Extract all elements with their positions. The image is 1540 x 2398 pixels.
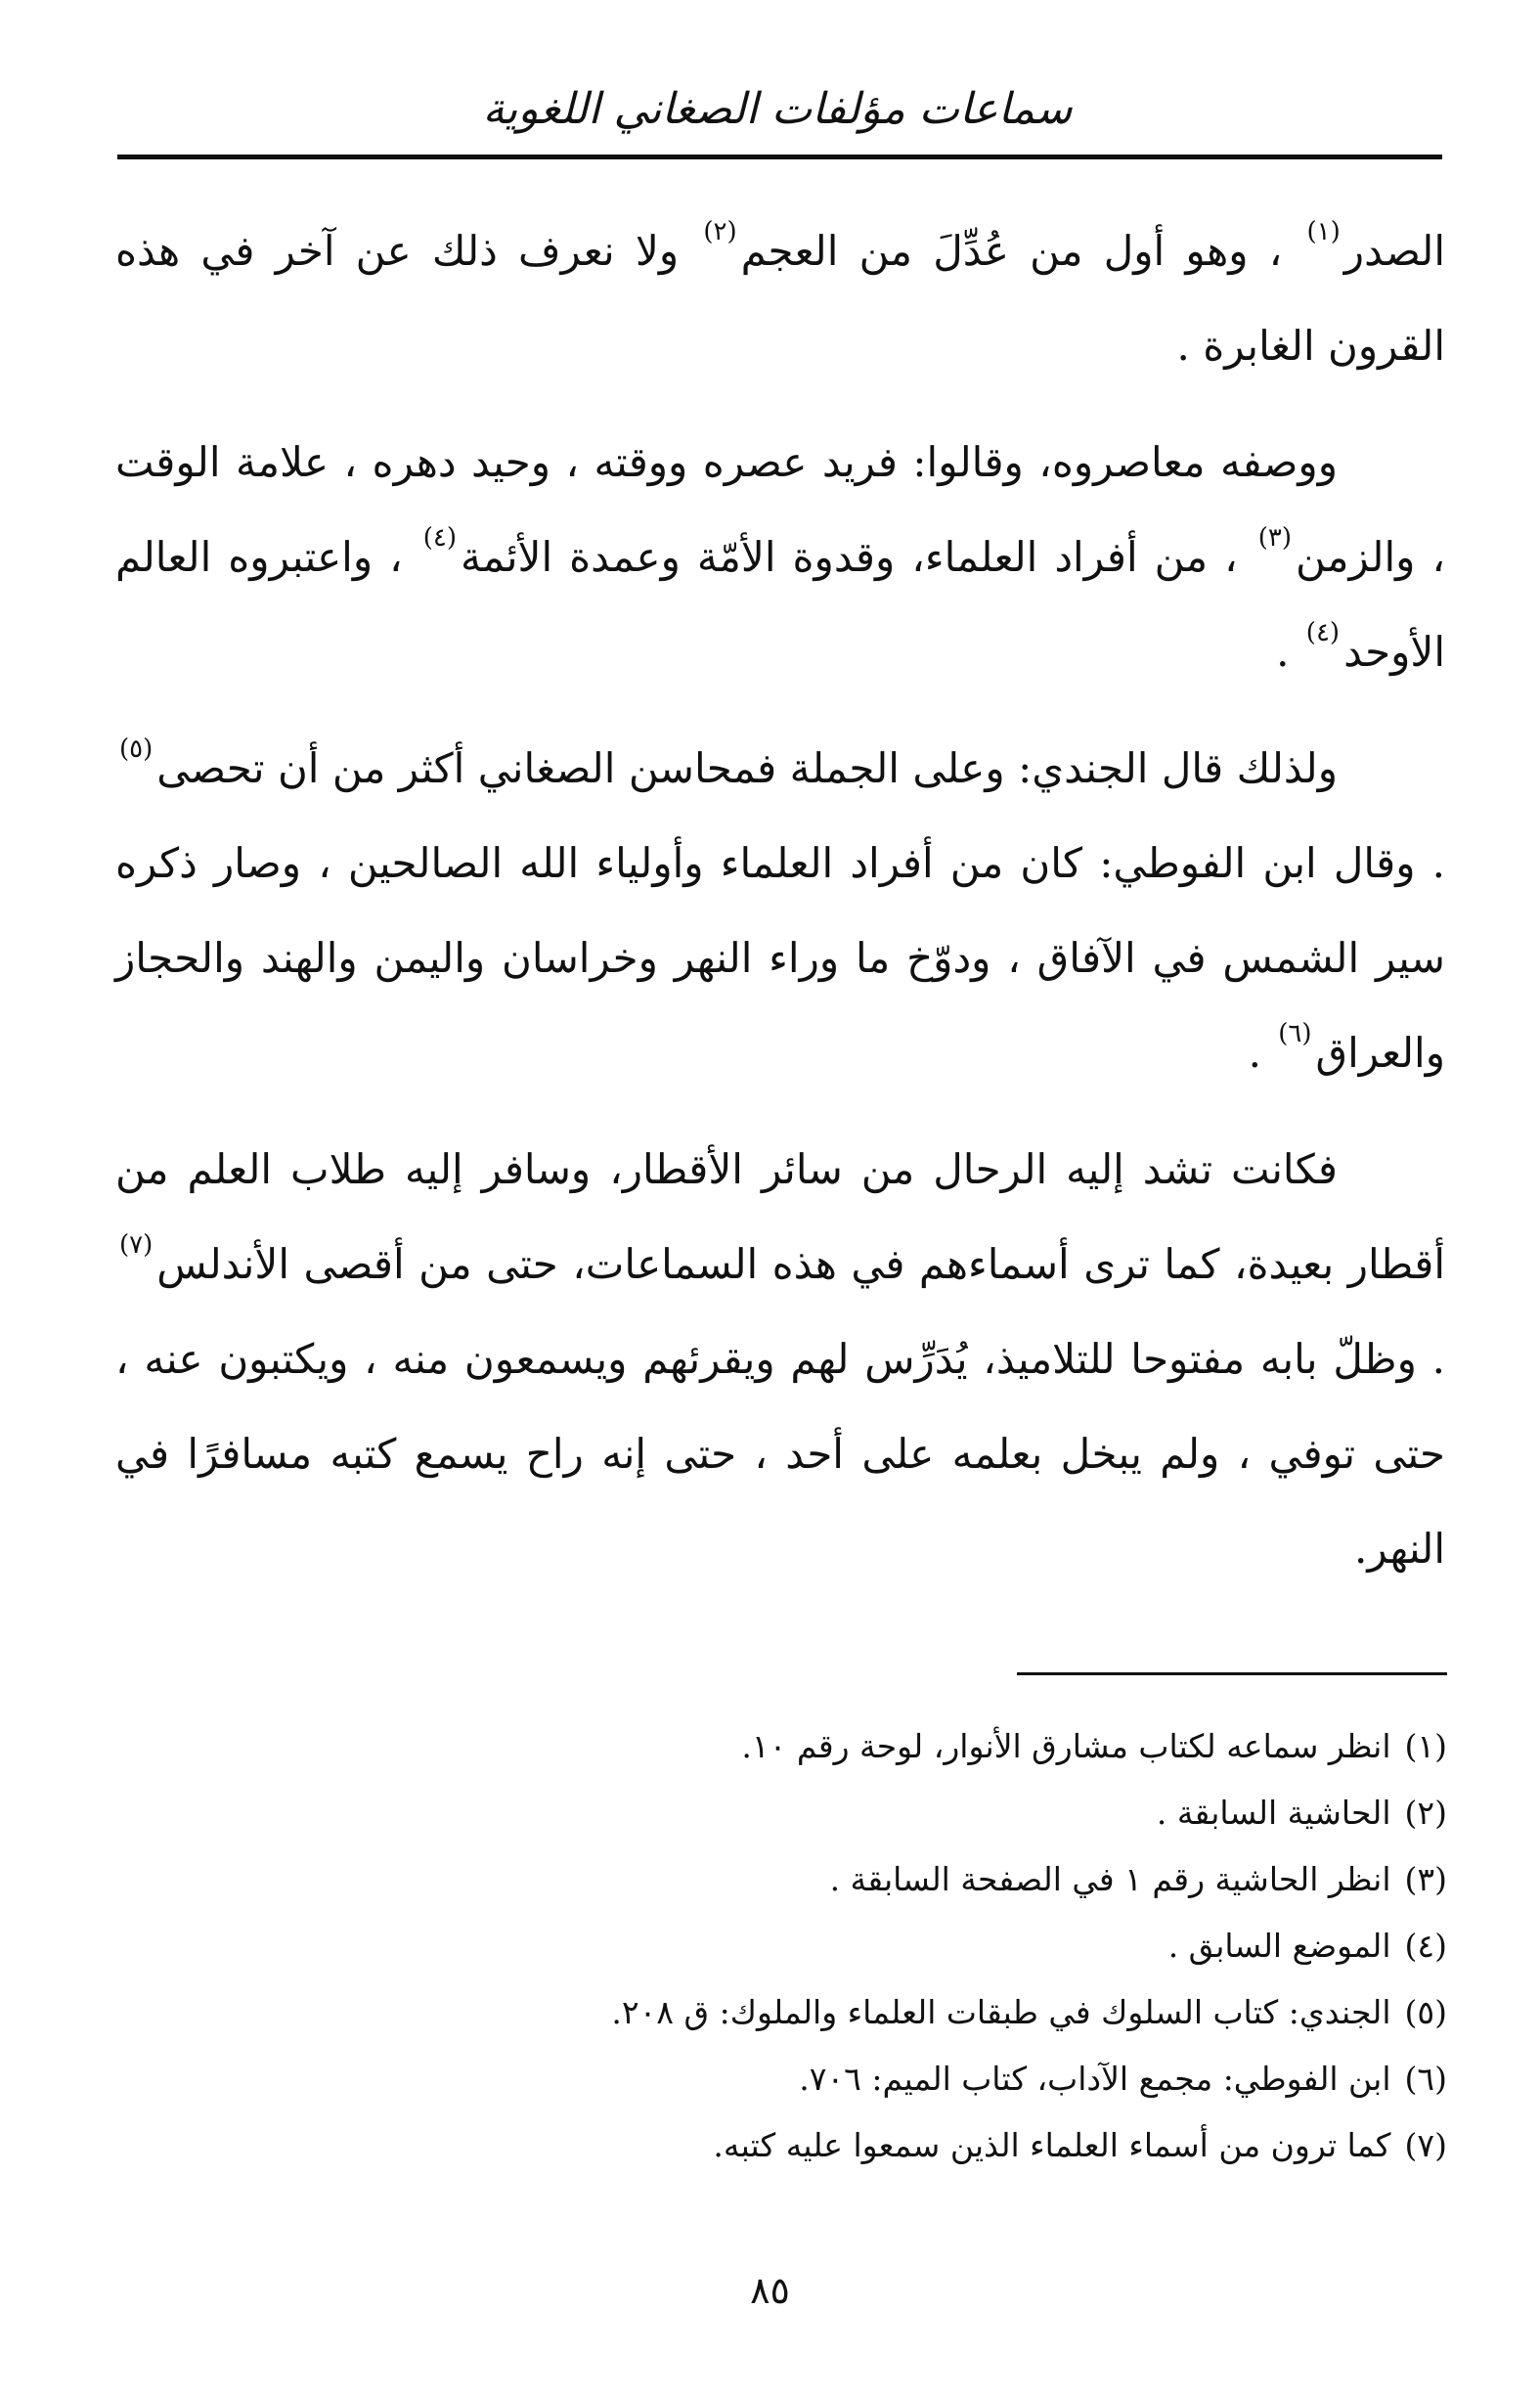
header-rule — [117, 155, 1442, 159]
main-text — [115, 203, 1445, 1618]
body-text-segment: ووصفه معاصروه، وقالوا: فريد عصره ووقته ، وحيد دهره ، علامة الوقت ، والزمن — [115, 438, 1446, 581]
footnote-text: انظر سماعه لكتاب مشارق الأنوار، لوحة رقم ١٠. — [741, 1727, 1391, 1765]
footnote-item — [115, 1780, 1447, 1846]
body-paragraph — [115, 721, 1445, 1100]
footnote-text: الجندي: كتاب السلوك في طبقات العلماء والملوك: ق ٢٠٨. — [611, 1993, 1391, 2031]
footnotes — [115, 1713, 1447, 2179]
footnote-marker: (٥) — [119, 734, 154, 764]
footnote-number: (٣) — [1404, 1860, 1447, 1898]
footnote-text: كما ترون من أسماء العلماء الذين سمعوا عليه كتبه. — [713, 2126, 1391, 2164]
footnote-item — [115, 1713, 1447, 1780]
footnote-marker: (٣) — [1257, 523, 1293, 553]
body-paragraph — [115, 203, 1445, 393]
footnote-separator — [1017, 1672, 1447, 1675]
footnote-number: (٤) — [1404, 1927, 1447, 1965]
body-paragraph — [115, 1122, 1445, 1596]
footnote-number: (١) — [1404, 1727, 1447, 1765]
body-text-segment: فكانت تشد إليه الرحال من سائر الأقطار، وسافر إليه طلاب العلم من أقطار بعيدة، كما ترى أسماءهم في هذه السماعات، حتى من أقصى الأندلس — [115, 1145, 1445, 1288]
body-text-segment: الصدر — [1343, 227, 1445, 275]
body-paragraph — [115, 415, 1445, 699]
footnote-number: (٧) — [1404, 2126, 1447, 2164]
running-header-title: سماعات مؤلفات الصغاني اللغوية — [482, 84, 1073, 134]
footnote-marker: (٤) — [1305, 618, 1341, 647]
footnote-item — [115, 2046, 1447, 2112]
footnote-number: (٦) — [1404, 2060, 1447, 2098]
body-text-segment: ، وهو أول من عُدِّلَ من العجم — [740, 227, 1303, 275]
footnote-item — [115, 2112, 1447, 2179]
footnote-item — [115, 1979, 1447, 2046]
body-text-segment: . — [1248, 1029, 1275, 1077]
body-text-segment: . وقال ابن الفوطي: كان من أفراد العلماء وأولياء الله الصالحين ، وصار ذكره سير الشمس في الآفاق ، ودوّخ ما وراء النهر وخراسان واليمن والهند والحجاز والعراق — [115, 839, 1445, 1077]
footnote-text: ابن الفوطي: مجمع الآداب، كتاب الميم: ٧٠٦. — [799, 2060, 1391, 2098]
footnote-number: (٥) — [1404, 1993, 1447, 2031]
body-text-segment: . وظلّ بابه مفتوحا للتلاميذ، يُدَرِّس لهم ويقرئهم ويسمعون منه ، ويكتبون عنه ، حتى توفي ، ولم يبخل بعلمه على أحد ، حتى إنه راح يسمع كتبه مسافرًا في النهر. — [115, 1335, 1445, 1573]
body-text-segment: ولذلك قال الجندي: وعلى الجملة فمحاسن الصغاني أكثر من أن تحصى — [156, 744, 1338, 792]
body-text-segment: ، من أفراد العلماء، وقدوة الأمّة وعمدة الأئمة — [461, 533, 1254, 581]
page-number: ٨٥ — [750, 2269, 790, 2312]
footnote-text: انظر الحاشية رقم ١ في الصفحة السابقة . — [829, 1860, 1391, 1898]
footnote-text: الحاشية السابقة . — [1156, 1794, 1391, 1832]
body-text-segment: . — [1276, 628, 1302, 676]
footnote-text: الموضع السابق . — [1167, 1927, 1391, 1965]
footnote-marker: (٤) — [422, 523, 458, 553]
footnote-marker: (١) — [1306, 217, 1341, 246]
footnote-marker: (٧) — [119, 1230, 154, 1260]
footnote-item — [115, 1846, 1447, 1913]
footnote-item — [115, 1913, 1447, 1979]
body-text-segment: ، واعتبروه العالم الأوحد — [115, 533, 1445, 676]
footnote-number: (٢) — [1404, 1794, 1447, 1832]
body-text-segment: ولا نعرف ذلك عن آخر في هذه القرون الغابرة . — [115, 227, 1445, 370]
footnote-marker: (٦) — [1278, 1019, 1312, 1048]
footnote-marker: (٢) — [703, 217, 737, 246]
